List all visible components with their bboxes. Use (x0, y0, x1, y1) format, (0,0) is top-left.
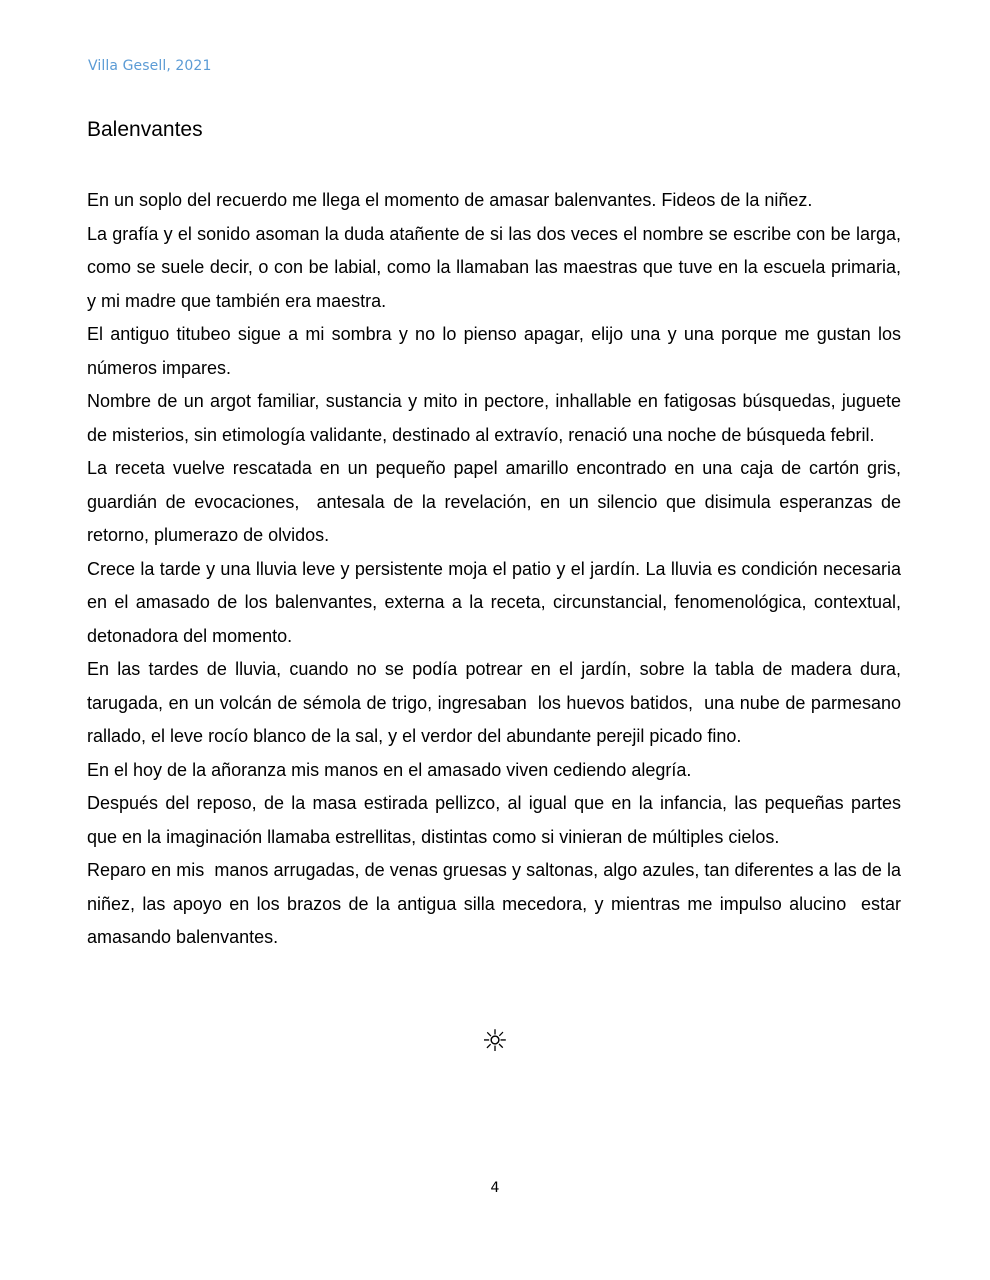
sun-icon: ☼ (481, 1024, 509, 1059)
paragraph: Nombre de un argot familiar, sustancia y mito in pectore, inhallable en fatigosas búsquedas, juguete de misterios, sin etimología validante, destinado al extravío, renació una noche de búsqueda febril. (87, 391, 907, 445)
paragraph: Crece la tarde y una lluvia leve y persistente moja el patio y el jardín. La lluvia es condición necesaria en el amasado de los balenvantes, externa a la receta, circunstancial, fenomenológica, contextual, detonadora del momento. (87, 558, 907, 646)
page-title: Balenvantes (87, 118, 203, 141)
paragraph: El antiguo titubeo sigue a mi sombra y no lo pienso apagar, elijo una y una porque me gustan los números impares. (87, 324, 907, 378)
paragraph: En las tardes de lluvia, cuando no se podía potrear en el jardín, sobre la tabla de madera dura, tarugada, en un volcán de sémola de trigo, ingresaban los huevos batidos, una nube de parmesano rallado, el leve rocío blanco de la sal, y el verdor del abundante perejil picado fino. (87, 659, 907, 746)
paragraph: La receta vuelve rescatada en un pequeño papel amarillo encontrado en una caja de cartón gris, guardián de evocaciones, antesala de la revelación, en un silencio que disimula esperanzas de retorno, plumerazo de olvidos. (87, 458, 907, 545)
paragraph: En el hoy de la añoranza mis manos en el amasado viven cediendo alegría. (87, 759, 692, 780)
body-text (87, 184, 912, 955)
paragraph: La grafía y el sonido asoman la duda atañente de si las dos veces el nombre se escribe con be larga, como se suele decir, o con be labial, como la llamaban las maestras que tuve en la escuela primaria, y mi madre que también era maestra. (87, 223, 907, 311)
paragraph: En un soplo del recuerdo me llega el momento de amasar balenvantes. Fideos de la niñez. (87, 190, 813, 210)
running-header: Villa Gesell, 2021 (88, 58, 212, 74)
page-number: 4 (490, 1180, 500, 1196)
paragraph: Reparo en mis manos arrugadas, de venas gruesas y saltonas, algo azules, tan diferentes a las de la niñez, las apoyo en los brazos de la antigua silla mecedora, y mientras me impulso alucino estar amasando balenvantes. (87, 860, 907, 947)
paragraph: Después del reposo, de la masa estirada pellizco, al igual que en la infancia, las pequeñas partes que en la imaginación llamaba estrellitas, distintas como si vinieran de múltiples cielos. (87, 793, 912, 847)
